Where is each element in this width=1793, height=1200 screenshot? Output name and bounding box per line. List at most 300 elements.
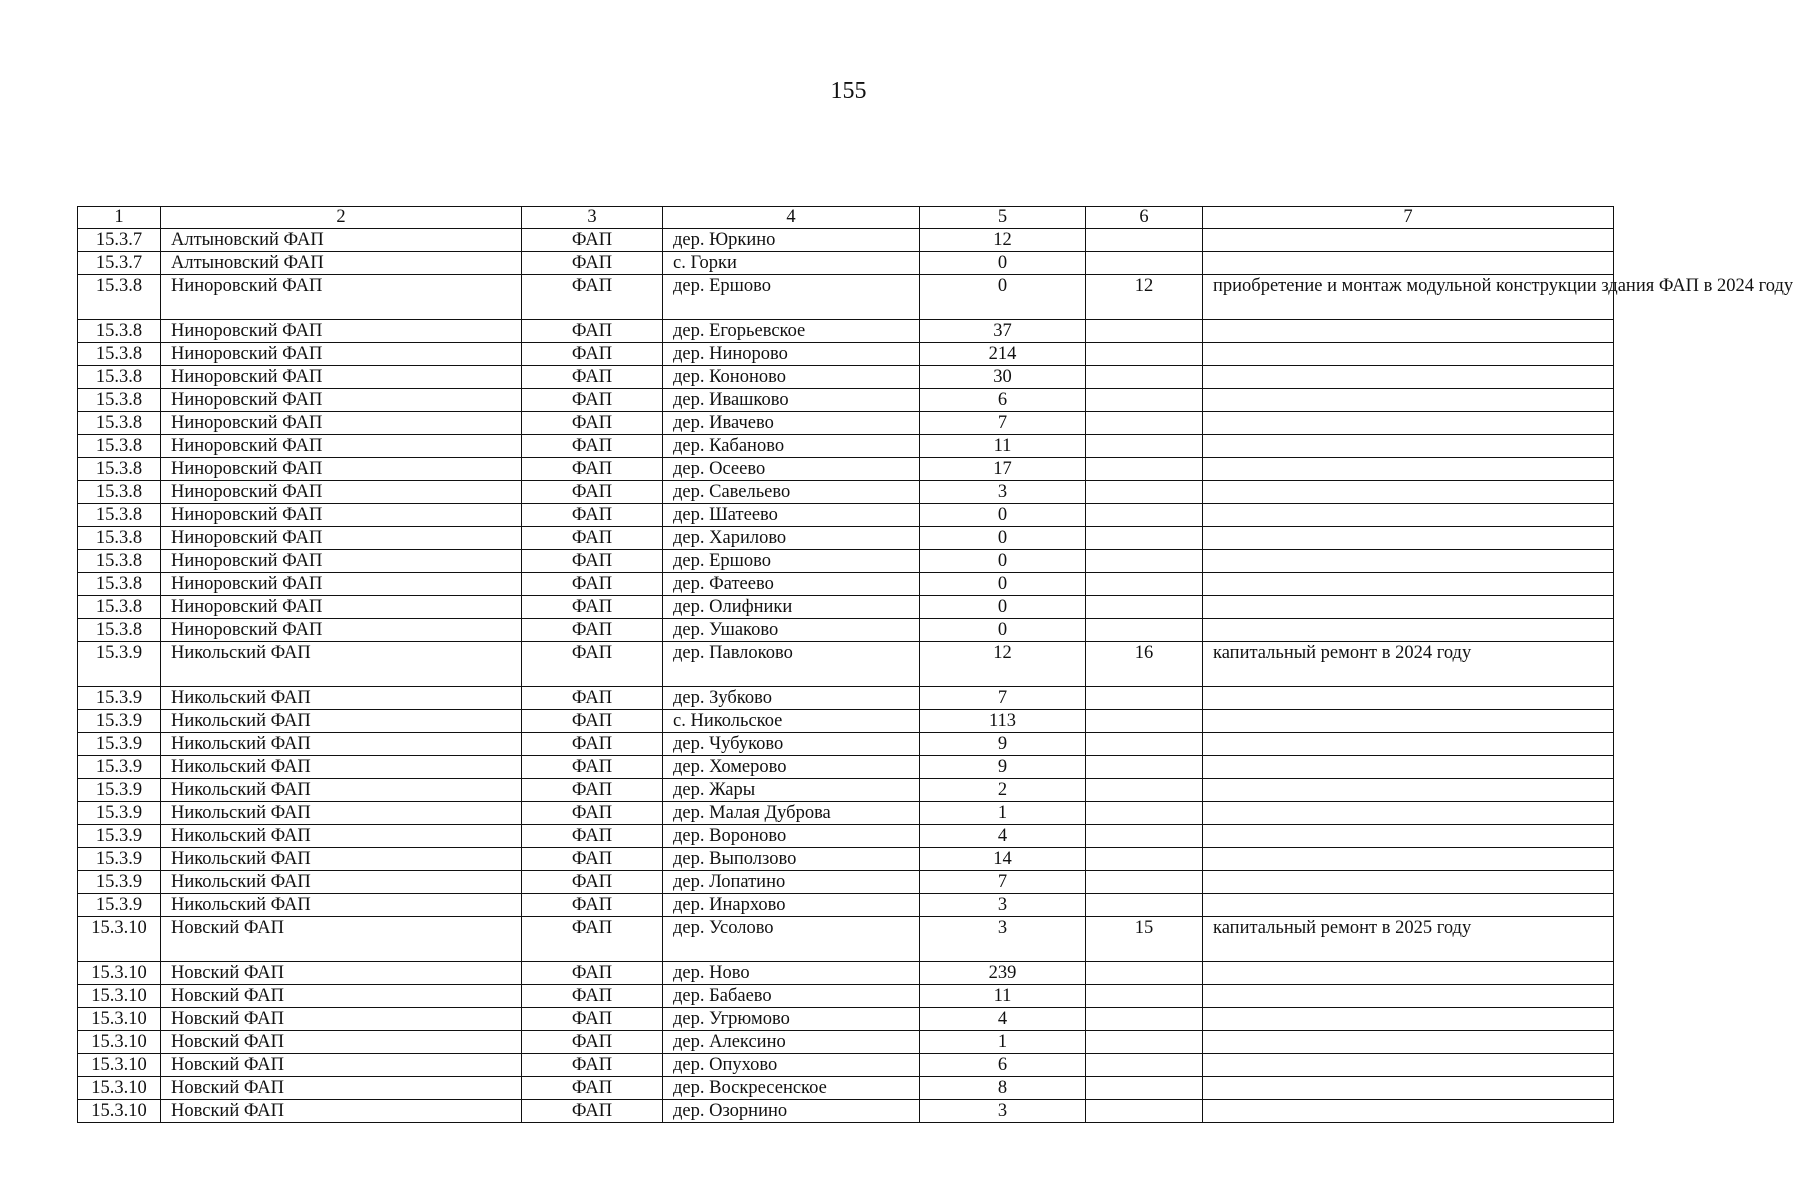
facility-name-cell: Нинорoвский ФАП — [161, 320, 522, 343]
facility-name-cell: Новский ФАП — [161, 1008, 522, 1031]
table-row — [78, 962, 1614, 985]
settlement-cell: дер. Усолово — [663, 917, 920, 962]
header-cell-3: 3 — [522, 207, 663, 229]
facility-name-cell: Никольский ФАП — [161, 848, 522, 871]
facility-name-cell: Нинорoвский ФАП — [161, 366, 522, 389]
column-6-value-cell — [1086, 1100, 1203, 1123]
table-row — [78, 504, 1614, 527]
row-number-cell: 15.3.7 — [78, 252, 161, 275]
table-row — [78, 848, 1614, 871]
facility-name-cell: Никольский ФАП — [161, 894, 522, 917]
facility-type-cell: ФАП — [522, 275, 663, 320]
settlement-cell: дер. Выползово — [663, 848, 920, 871]
facility-name-cell: Нинорoвский ФАП — [161, 458, 522, 481]
note-cell — [1203, 550, 1614, 573]
facility-type-cell: ФАП — [522, 619, 663, 642]
row-number-cell: 15.3.8 — [78, 343, 161, 366]
table-row — [78, 252, 1614, 275]
population-cell: 0 — [920, 527, 1086, 550]
facility-name-cell: Алтыновский ФАП — [161, 229, 522, 252]
population-cell: 12 — [920, 229, 1086, 252]
population-cell: 11 — [920, 435, 1086, 458]
table-body — [78, 229, 1793, 1123]
facility-name-cell: Нинорoвский ФАП — [161, 573, 522, 596]
facility-name-cell: Никольский ФАП — [161, 779, 522, 802]
column-6-value-cell — [1086, 825, 1203, 848]
population-cell: 4 — [920, 825, 1086, 848]
row-number-cell: 15.3.9 — [78, 756, 161, 779]
row-number-cell: 15.3.10 — [78, 1031, 161, 1054]
table-row — [78, 1100, 1614, 1123]
facility-name-cell: Нинорoвский ФАП — [161, 389, 522, 412]
note-cell — [1203, 1031, 1614, 1054]
column-6-value-cell — [1086, 1054, 1203, 1077]
row-number-cell: 15.3.9 — [78, 848, 161, 871]
column-6-value-cell — [1086, 619, 1203, 642]
note-cell — [1203, 1054, 1614, 1077]
facility-type-cell: ФАП — [522, 366, 663, 389]
settlement-cell: дер. Шатеево — [663, 504, 920, 527]
settlement-cell: дер. Юркино — [663, 229, 920, 252]
header-row — [78, 207, 1614, 229]
facility-type-cell: ФАП — [522, 1077, 663, 1100]
column-6-value-cell — [1086, 756, 1203, 779]
column-6-value-cell: 16 — [1086, 642, 1203, 687]
column-6-value-cell — [1086, 320, 1203, 343]
population-cell: 12 — [920, 642, 1086, 687]
row-number-cell: 15.3.8 — [78, 389, 161, 412]
facility-name-cell: Новский ФАП — [161, 1054, 522, 1077]
column-6-value-cell — [1086, 229, 1203, 252]
facility-name-cell: Нинорoвский ФАП — [161, 343, 522, 366]
table-header — [78, 207, 1614, 229]
column-6-value-cell — [1086, 985, 1203, 1008]
table-row — [78, 320, 1614, 343]
table-row — [78, 550, 1614, 573]
facility-name-cell: Нинорoвский ФАП — [161, 504, 522, 527]
column-6-value-cell — [1086, 527, 1203, 550]
table-row — [78, 687, 1614, 710]
row-number-cell: 15.3.10 — [78, 1100, 161, 1123]
population-cell: 4 — [920, 1008, 1086, 1031]
table-row — [78, 366, 1614, 389]
column-6-value-cell — [1086, 710, 1203, 733]
facility-type-cell: ФАП — [522, 458, 663, 481]
column-6-value-cell: 12 — [1086, 275, 1203, 320]
facility-name-cell: Алтыновский ФАП — [161, 252, 522, 275]
note-cell — [1203, 871, 1614, 894]
facility-type-cell: ФАП — [522, 756, 663, 779]
facility-name-cell: Нинорoвский ФАП — [161, 412, 522, 435]
population-cell: 7 — [920, 412, 1086, 435]
facility-type-cell: ФАП — [522, 320, 663, 343]
facility-name-cell: Нинорoвский ФАП — [161, 527, 522, 550]
note-cell — [1203, 252, 1614, 275]
facility-type-cell: ФАП — [522, 389, 663, 412]
population-cell: 0 — [920, 504, 1086, 527]
population-cell: 0 — [920, 619, 1086, 642]
facility-name-cell: Никольский ФАП — [161, 733, 522, 756]
note-cell — [1203, 320, 1614, 343]
facility-name-cell: Никольский ФАП — [161, 825, 522, 848]
table-row — [78, 275, 1614, 320]
population-cell: 113 — [920, 710, 1086, 733]
facility-name-cell: Нинорoвский ФАП — [161, 481, 522, 504]
row-number-cell: 15.3.10 — [78, 985, 161, 1008]
table-row — [78, 458, 1614, 481]
table-row — [78, 1077, 1614, 1100]
facility-type-cell: ФАП — [522, 779, 663, 802]
column-6-value-cell — [1086, 435, 1203, 458]
facility-type-cell: ФАП — [522, 894, 663, 917]
facility-type-cell: ФАП — [522, 550, 663, 573]
note-cell — [1203, 802, 1614, 825]
facility-type-cell: ФАП — [522, 917, 663, 962]
settlement-cell: с. Горки — [663, 252, 920, 275]
facility-name-cell: Новский ФАП — [161, 1031, 522, 1054]
note-cell — [1203, 1077, 1614, 1100]
population-cell: 3 — [920, 1100, 1086, 1123]
row-number-cell: 15.3.8 — [78, 481, 161, 504]
settlement-cell: дер. Ново — [663, 962, 920, 985]
column-6-value-cell — [1086, 802, 1203, 825]
settlement-cell: дер. Чубуково — [663, 733, 920, 756]
column-6-value-cell — [1086, 1077, 1203, 1100]
facility-type-cell: ФАП — [522, 802, 663, 825]
row-number-cell: 15.3.8 — [78, 458, 161, 481]
note-cell — [1203, 229, 1614, 252]
facility-type-cell: ФАП — [522, 1008, 663, 1031]
facility-type-cell: ФАП — [522, 481, 663, 504]
table-row — [78, 985, 1614, 1008]
facility-type-cell: ФАП — [522, 504, 663, 527]
population-cell: 3 — [920, 917, 1086, 962]
row-number-cell: 15.3.10 — [78, 962, 161, 985]
column-6-value-cell — [1086, 389, 1203, 412]
settlement-cell: дер. Жары — [663, 779, 920, 802]
table-row — [78, 481, 1614, 504]
population-cell: 0 — [920, 550, 1086, 573]
note-cell — [1203, 848, 1614, 871]
facility-name-cell: Никольский ФАП — [161, 642, 522, 687]
table-row — [78, 756, 1614, 779]
facility-name-cell: Нинорoвский ФАП — [161, 550, 522, 573]
table-row — [78, 619, 1614, 642]
population-cell: 30 — [920, 366, 1086, 389]
table-row — [78, 710, 1614, 733]
table-row — [78, 596, 1614, 619]
column-6-value-cell — [1086, 366, 1203, 389]
table-row — [78, 389, 1614, 412]
header-cell-2: 2 — [161, 207, 522, 229]
row-number-cell: 15.3.9 — [78, 710, 161, 733]
row-number-cell: 15.3.8 — [78, 527, 161, 550]
column-6-value-cell — [1086, 779, 1203, 802]
population-cell: 17 — [920, 458, 1086, 481]
settlement-cell: дер. Хомерово — [663, 756, 920, 779]
facility-type-cell: ФАП — [522, 412, 663, 435]
header-cell-5: 5 — [920, 207, 1086, 229]
facility-type-cell: ФАП — [522, 573, 663, 596]
facility-type-cell: ФАП — [522, 871, 663, 894]
settlement-cell: дер. Опухово — [663, 1054, 920, 1077]
facility-type-cell: ФАП — [522, 848, 663, 871]
row-number-cell: 15.3.9 — [78, 779, 161, 802]
population-cell: 0 — [920, 252, 1086, 275]
row-number-cell: 15.3.10 — [78, 1008, 161, 1031]
settlement-cell: дер. Кабаново — [663, 435, 920, 458]
table-row — [78, 894, 1614, 917]
column-6-value-cell — [1086, 848, 1203, 871]
table-row — [78, 779, 1614, 802]
settlement-cell: дер. Угрюмово — [663, 1008, 920, 1031]
table-row — [78, 1054, 1614, 1077]
row-number-cell: 15.3.8 — [78, 366, 161, 389]
header-cell-4: 4 — [663, 207, 920, 229]
settlement-cell: дер. Ивашково — [663, 389, 920, 412]
row-number-cell: 15.3.9 — [78, 733, 161, 756]
column-6-value-cell — [1086, 1008, 1203, 1031]
column-6-value-cell — [1086, 962, 1203, 985]
column-6-value-cell — [1086, 550, 1203, 573]
facility-type-cell: ФАП — [522, 962, 663, 985]
facility-name-cell: Никольский ФАП — [161, 710, 522, 733]
population-cell: 3 — [920, 481, 1086, 504]
facility-type-cell: ФАП — [522, 527, 663, 550]
note-cell — [1203, 527, 1614, 550]
note-cell — [1203, 412, 1614, 435]
table-row — [78, 642, 1614, 687]
facility-name-cell: Новский ФАП — [161, 1100, 522, 1123]
settlement-cell: дер. Фатеево — [663, 573, 920, 596]
settlement-cell: дер. Лопатино — [663, 871, 920, 894]
column-6-value-cell — [1086, 733, 1203, 756]
note-cell — [1203, 825, 1614, 848]
fap-table — [77, 206, 1793, 1123]
row-number-cell: 15.3.8 — [78, 320, 161, 343]
row-number-cell: 15.3.10 — [78, 1054, 161, 1077]
settlement-cell: дер. Ершово — [663, 550, 920, 573]
settlement-cell: дер. Кононово — [663, 366, 920, 389]
facility-type-cell: ФАП — [522, 687, 663, 710]
row-number-cell: 15.3.8 — [78, 596, 161, 619]
table-row — [78, 343, 1614, 366]
population-cell: 11 — [920, 985, 1086, 1008]
population-cell: 0 — [920, 573, 1086, 596]
settlement-cell: дер. Воскресенское — [663, 1077, 920, 1100]
settlement-cell: дер. Нинорово — [663, 343, 920, 366]
population-cell: 9 — [920, 733, 1086, 756]
settlement-cell: дер. Харилово — [663, 527, 920, 550]
column-6-value-cell — [1086, 596, 1203, 619]
row-number-cell: 15.3.9 — [78, 642, 161, 687]
facility-name-cell: Нинорoвский ФАП — [161, 596, 522, 619]
population-cell: 1 — [920, 802, 1086, 825]
note-cell: приобретение и монтаж модульной конструкции здания ФАП в 2024 году — [1203, 275, 1614, 320]
facility-type-cell: ФАП — [522, 596, 663, 619]
column-6-value-cell — [1086, 894, 1203, 917]
population-cell: 7 — [920, 871, 1086, 894]
settlement-cell: дер. Савельево — [663, 481, 920, 504]
population-cell: 6 — [920, 1054, 1086, 1077]
table-row — [78, 802, 1614, 825]
row-number-cell: 15.3.10 — [78, 917, 161, 962]
settlement-cell: дер. Ушаково — [663, 619, 920, 642]
header-cell-7: 7 — [1203, 207, 1614, 229]
table-row — [78, 229, 1614, 252]
settlement-cell: дер. Инархово — [663, 894, 920, 917]
note-cell — [1203, 710, 1614, 733]
facility-name-cell: Нинорoвский ФАП — [161, 435, 522, 458]
note-cell — [1203, 962, 1614, 985]
column-6-value-cell — [1086, 504, 1203, 527]
row-number-cell: 15.3.9 — [78, 825, 161, 848]
facility-name-cell: Нинорoвский ФАП — [161, 275, 522, 320]
facility-name-cell: Никольский ФАП — [161, 802, 522, 825]
table-row — [78, 825, 1614, 848]
note-cell — [1203, 435, 1614, 458]
column-6-value-cell — [1086, 252, 1203, 275]
note-cell — [1203, 756, 1614, 779]
table-row — [78, 412, 1614, 435]
row-number-cell: 15.3.8 — [78, 435, 161, 458]
column-6-value-cell — [1086, 458, 1203, 481]
facility-type-cell: ФАП — [522, 1054, 663, 1077]
settlement-cell: дер. Ивачево — [663, 412, 920, 435]
column-6-value-cell — [1086, 871, 1203, 894]
settlement-cell: дер. Малая Дуброва — [663, 802, 920, 825]
settlement-cell: дер. Павлоково — [663, 642, 920, 687]
facility-type-cell: ФАП — [522, 435, 663, 458]
facility-type-cell: ФАП — [522, 1100, 663, 1123]
note-cell — [1203, 687, 1614, 710]
column-6-value-cell: 15 — [1086, 917, 1203, 962]
header-cell-1: 1 — [78, 207, 161, 229]
note-cell — [1203, 366, 1614, 389]
note-cell — [1203, 389, 1614, 412]
note-cell: капитальный ремонт в 2025 году — [1203, 917, 1614, 962]
row-number-cell: 15.3.9 — [78, 871, 161, 894]
facility-type-cell: ФАП — [522, 825, 663, 848]
population-cell: 3 — [920, 894, 1086, 917]
table-row — [78, 435, 1614, 458]
row-number-cell: 15.3.8 — [78, 275, 161, 320]
note-cell — [1203, 504, 1614, 527]
note-cell — [1203, 343, 1614, 366]
settlement-cell: дер. Озорнино — [663, 1100, 920, 1123]
page-number: 155 — [830, 78, 867, 104]
facility-type-cell: ФАП — [522, 733, 663, 756]
row-number-cell: 15.3.10 — [78, 1077, 161, 1100]
row-number-cell: 15.3.8 — [78, 573, 161, 596]
row-number-cell: 15.3.8 — [78, 619, 161, 642]
settlement-cell: с. Никольское — [663, 710, 920, 733]
population-cell: 7 — [920, 687, 1086, 710]
row-number-cell: 15.3.7 — [78, 229, 161, 252]
row-number-cell: 15.3.9 — [78, 802, 161, 825]
table-row — [78, 1031, 1614, 1054]
column-6-value-cell — [1086, 1031, 1203, 1054]
note-cell: капитальный ремонт в 2024 году — [1203, 642, 1614, 687]
facility-type-cell: ФАП — [522, 1031, 663, 1054]
facility-name-cell: Новский ФАП — [161, 962, 522, 985]
population-cell: 37 — [920, 320, 1086, 343]
note-cell — [1203, 779, 1614, 802]
settlement-cell: дер. Бабаево — [663, 985, 920, 1008]
population-cell: 0 — [920, 275, 1086, 320]
note-cell — [1203, 985, 1614, 1008]
note-cell — [1203, 458, 1614, 481]
row-number-cell: 15.3.8 — [78, 504, 161, 527]
facility-name-cell: Новский ФАП — [161, 985, 522, 1008]
population-cell: 14 — [920, 848, 1086, 871]
note-cell — [1203, 1008, 1614, 1031]
note-cell — [1203, 894, 1614, 917]
population-cell: 9 — [920, 756, 1086, 779]
settlement-cell: дер. Алексино — [663, 1031, 920, 1054]
facility-name-cell: Новский ФАП — [161, 1077, 522, 1100]
row-number-cell: 15.3.8 — [78, 412, 161, 435]
column-6-value-cell — [1086, 343, 1203, 366]
column-6-value-cell — [1086, 687, 1203, 710]
facility-type-cell: ФАП — [522, 710, 663, 733]
facility-name-cell: Нинорoвский ФАП — [161, 619, 522, 642]
note-cell — [1203, 481, 1614, 504]
facility-name-cell: Никольский ФАП — [161, 756, 522, 779]
row-number-cell: 15.3.8 — [78, 550, 161, 573]
facility-name-cell: Никольский ФАП — [161, 871, 522, 894]
settlement-cell: дер. Осеево — [663, 458, 920, 481]
note-cell — [1203, 1100, 1614, 1123]
population-cell: 8 — [920, 1077, 1086, 1100]
settlement-cell: дер. Ершово — [663, 275, 920, 320]
population-cell: 214 — [920, 343, 1086, 366]
table-row — [78, 573, 1614, 596]
note-cell — [1203, 733, 1614, 756]
column-6-value-cell — [1086, 412, 1203, 435]
settlement-cell: дер. Вороново — [663, 825, 920, 848]
settlement-cell: дер. Егорьевское — [663, 320, 920, 343]
population-cell: 239 — [920, 962, 1086, 985]
population-cell: 0 — [920, 596, 1086, 619]
facility-name-cell: Новский ФАП — [161, 917, 522, 962]
table-row — [78, 917, 1614, 962]
column-6-value-cell — [1086, 573, 1203, 596]
facility-name-cell: Никольский ФАП — [161, 687, 522, 710]
header-cell-6: 6 — [1086, 207, 1203, 229]
settlement-cell: дер. Олифники — [663, 596, 920, 619]
table-row — [78, 733, 1614, 756]
table-row — [78, 527, 1614, 550]
population-cell: 6 — [920, 389, 1086, 412]
settlement-cell: дер. Зубково — [663, 687, 920, 710]
facility-type-cell: ФАП — [522, 642, 663, 687]
note-cell — [1203, 573, 1614, 596]
row-number-cell: 15.3.9 — [78, 687, 161, 710]
facility-type-cell: ФАП — [522, 343, 663, 366]
facility-type-cell: ФАП — [522, 985, 663, 1008]
note-cell — [1203, 596, 1614, 619]
population-cell: 1 — [920, 1031, 1086, 1054]
population-cell: 2 — [920, 779, 1086, 802]
facility-type-cell: ФАП — [522, 252, 663, 275]
facility-type-cell: ФАП — [522, 229, 663, 252]
table-row — [78, 871, 1614, 894]
column-6-value-cell — [1086, 481, 1203, 504]
row-number-cell: 15.3.9 — [78, 894, 161, 917]
table-row — [78, 1008, 1614, 1031]
note-cell — [1203, 619, 1614, 642]
